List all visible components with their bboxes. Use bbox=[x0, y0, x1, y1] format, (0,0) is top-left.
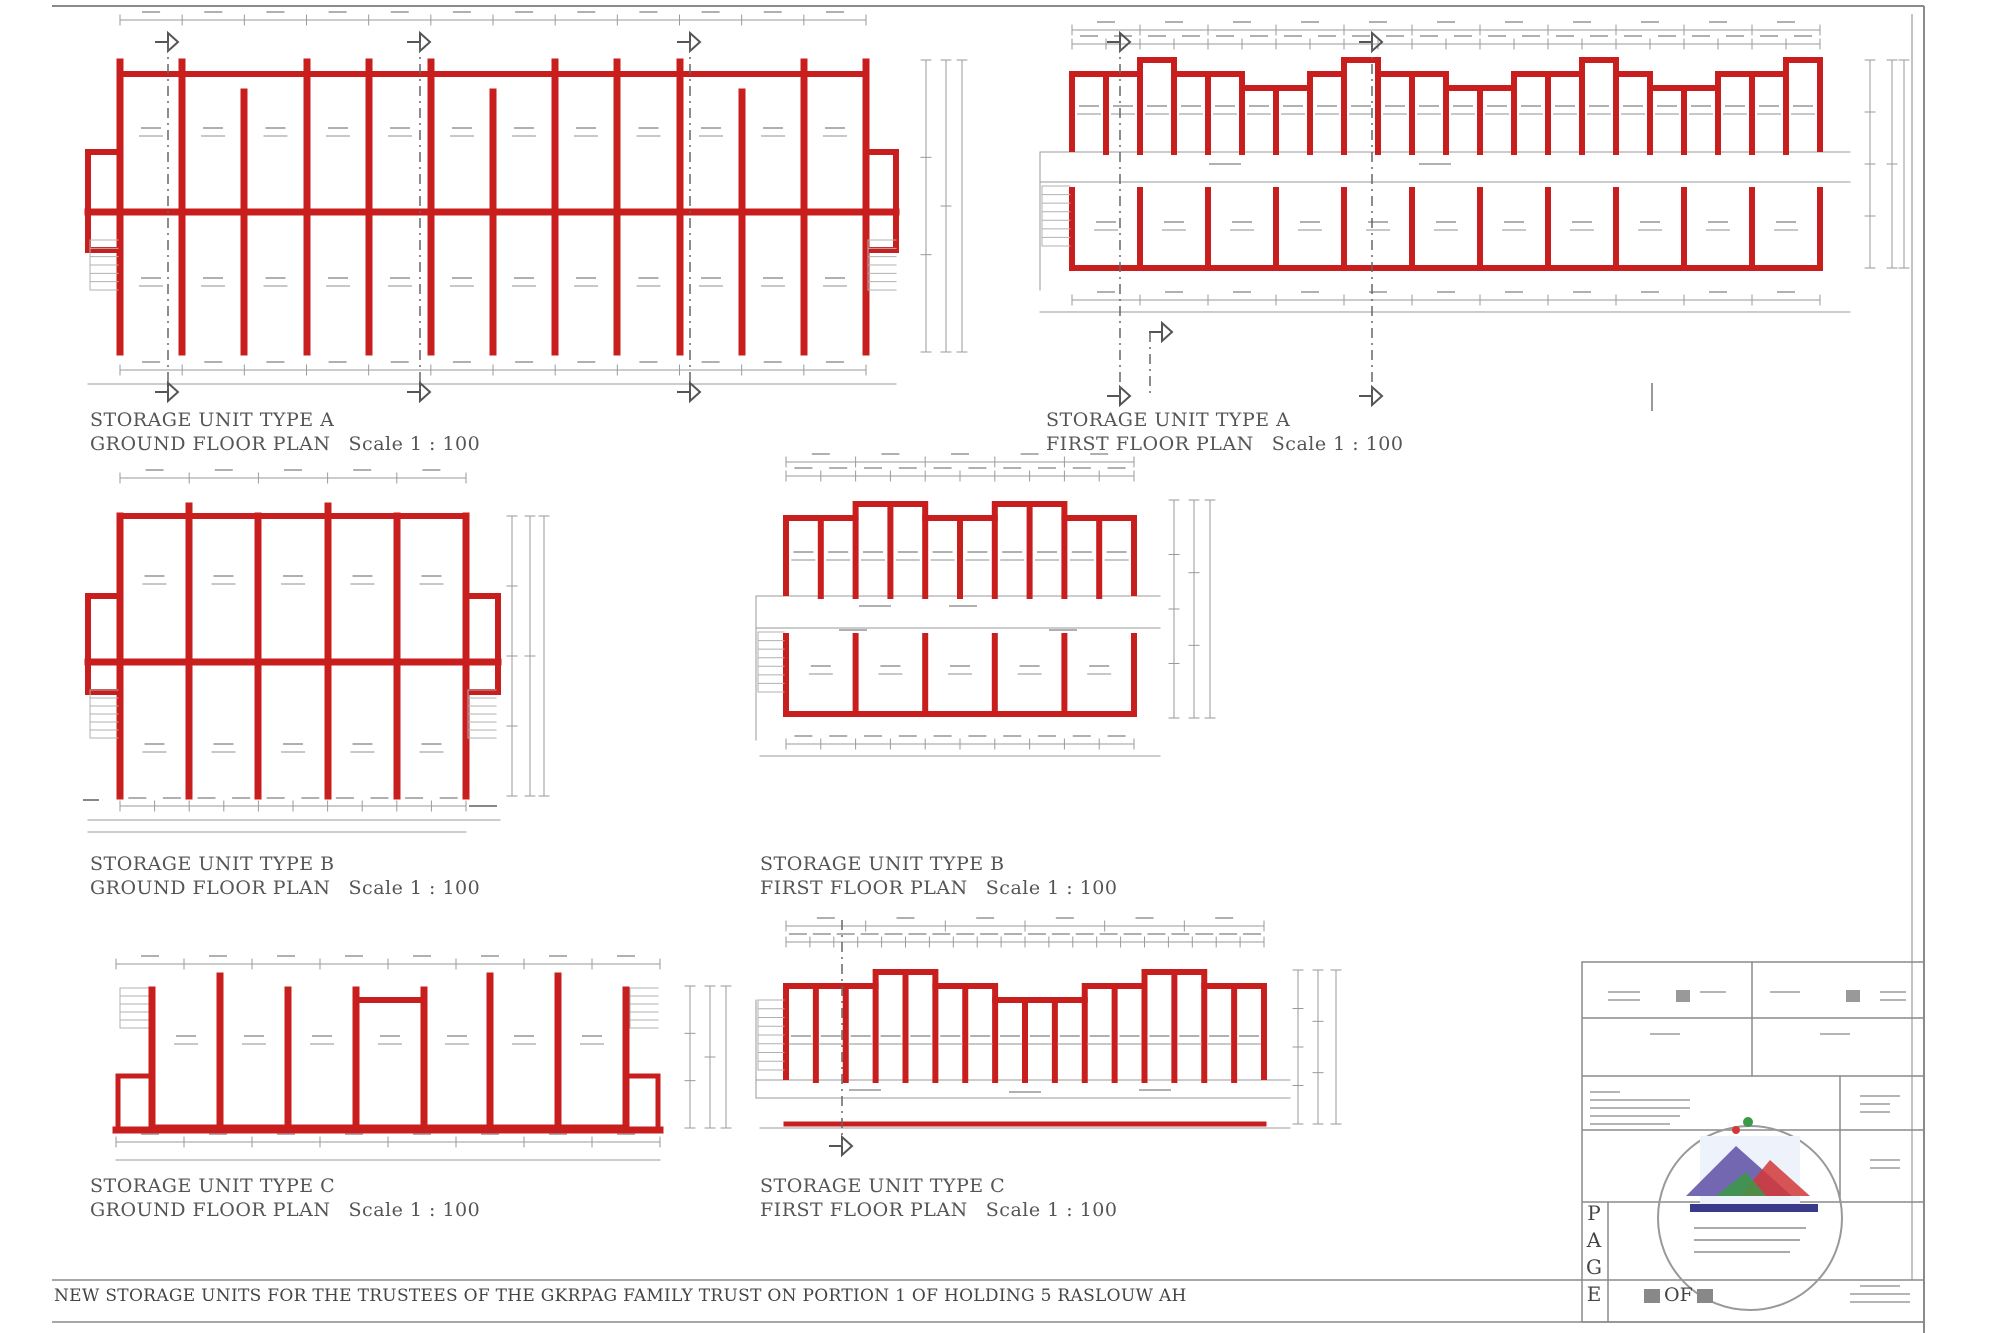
section-arrow bbox=[420, 33, 430, 51]
page-vertical-label bbox=[1584, 1200, 1604, 1308]
plan-type: STORAGE UNIT TYPE C bbox=[90, 1175, 336, 1197]
plan-type: STORAGE UNIT TYPE A bbox=[1046, 409, 1291, 431]
plan-type: STORAGE UNIT TYPE A bbox=[90, 409, 335, 431]
plan-label-type-c-ground bbox=[90, 1174, 480, 1222]
section-arrow bbox=[1372, 387, 1382, 405]
plan-label-type-a-first bbox=[1046, 408, 1403, 456]
section-arrow bbox=[420, 383, 430, 401]
section-arrow bbox=[1120, 387, 1130, 405]
plan-scale: Scale 1 : 100 bbox=[348, 877, 481, 899]
exterior-wall-left bbox=[88, 210, 120, 352]
exterior-wall-right bbox=[866, 210, 896, 352]
plan-type-c-first bbox=[756, 918, 1341, 1155]
plan-label-type-c-first bbox=[760, 1174, 1117, 1222]
page-number-box bbox=[1644, 1289, 1660, 1303]
side-wall bbox=[118, 1076, 150, 1090]
page-letter: G bbox=[1586, 1255, 1602, 1279]
plan-type: STORAGE UNIT TYPE B bbox=[90, 853, 335, 875]
plan-type: STORAGE UNIT TYPE C bbox=[760, 1175, 1006, 1197]
plan-scale: Scale 1 : 100 bbox=[348, 433, 481, 455]
plan-label-type-b-first bbox=[760, 852, 1117, 900]
plan-type-b-ground bbox=[84, 470, 549, 832]
exterior-wall-left bbox=[88, 660, 120, 796]
plan-floor: FIRST FLOOR PLAN bbox=[760, 1199, 968, 1221]
section-arrow bbox=[842, 1137, 852, 1155]
plan-type-a-first bbox=[1040, 22, 1909, 410]
plan-floor: GROUND FLOOR PLAN bbox=[90, 1199, 331, 1221]
plan-label-type-b-ground bbox=[90, 852, 480, 900]
plan-floor: GROUND FLOOR PLAN bbox=[90, 877, 331, 899]
firm-logo bbox=[1686, 1117, 1818, 1252]
page-total-box bbox=[1697, 1289, 1713, 1303]
plan-scale: Scale 1 : 100 bbox=[1271, 433, 1404, 455]
page-number-indicator bbox=[1640, 1284, 1717, 1306]
plan-type-a-ground bbox=[88, 12, 967, 401]
section-arrow bbox=[168, 33, 178, 51]
plan-label-type-a-ground bbox=[90, 408, 480, 456]
section-arrow bbox=[690, 383, 700, 401]
exterior-wall-top bbox=[88, 516, 498, 660]
section-arrow bbox=[168, 383, 178, 401]
sheet-frame bbox=[52, 6, 1924, 1333]
plan-floor: FIRST FLOOR PLAN bbox=[760, 877, 968, 899]
plan-scale: Scale 1 : 100 bbox=[985, 877, 1118, 899]
page-letter: P bbox=[1587, 1201, 1601, 1225]
section-arrow bbox=[690, 33, 700, 51]
plan-type: STORAGE UNIT TYPE B bbox=[760, 853, 1005, 875]
exterior-wall-right bbox=[466, 660, 498, 796]
plan-floor: FIRST FLOOR PLAN bbox=[1046, 433, 1254, 455]
plan-scale: Scale 1 : 100 bbox=[985, 1199, 1118, 1221]
page-letter: A bbox=[1586, 1228, 1602, 1252]
page-of-label: OF bbox=[1664, 1284, 1693, 1306]
project-title: NEW STORAGE UNITS FOR THE TRUSTEES OF THE GKRPAG FAMILY TRUST ON PORTION 1 OF HOLDING 5 RASLOUW AH bbox=[54, 1286, 1187, 1306]
section-arrow bbox=[1372, 33, 1382, 51]
plan-type-b-first bbox=[756, 454, 1215, 756]
plan-floor: GROUND FLOOR PLAN bbox=[90, 433, 331, 455]
page-letter: E bbox=[1586, 1282, 1602, 1306]
floor-plans bbox=[84, 12, 1909, 1160]
plan-type-c-ground bbox=[116, 956, 731, 1160]
section-arrow bbox=[1162, 323, 1172, 341]
plan-scale: Scale 1 : 100 bbox=[348, 1199, 481, 1221]
side-wall bbox=[628, 1076, 658, 1090]
